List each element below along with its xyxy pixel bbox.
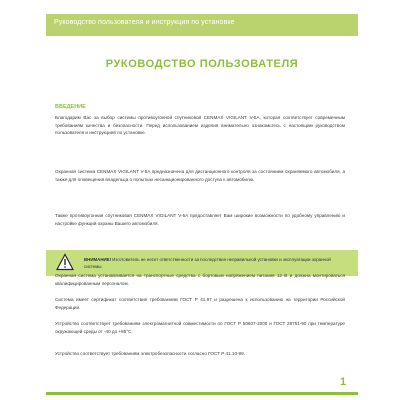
- footer-rule: [46, 392, 358, 395]
- section-heading: ВВЕДЕНИЕ: [55, 104, 86, 110]
- warning-body: Изготовитель не несет ответственности за последствия неправильной установки и эксплуатации охранной системы.: [84, 257, 331, 269]
- warning-text: [84, 256, 346, 270]
- paragraph: Благодарим Вас за выбор системы противоугонной спутниковой CENMAX VIGILANT V-5A, которая соответствует современным требованиям качества и безопасности. Перед использованием изделия внимательно ознакомьтесь с настоящим руководством пользователя и инструкцией по установке.: [55, 115, 345, 136]
- page-number: 1: [340, 376, 347, 388]
- paragraph: Также противоугонная спутниковая CENMAX VIGILANT V-5A предоставляет Вам широкие возможности по удобному управлению и настройке функций охраны Вашего автомобиля.: [55, 213, 345, 226]
- paragraph: Охранная система CENMAX VIGILANT V-5A предназначена для дистанционного контроля за состоянием охраняемого автомобиля, а также для оповещения владельца о попытках несанкционированного доступа к автомобилю.: [55, 169, 345, 182]
- page-title: РУКОВОДСТВО ПОЛЬЗОВАТЕЛЯ: [105, 58, 299, 70]
- paragraph: Устройство соответствует требованиям электробезопасности согласно ГОСТ Р 41.10-99.: [55, 351, 245, 356]
- paragraph: Охранная система устанавливается на транспортные средства с бортовым напряжением питания 12 В и должна монтироваться квалифицированным персоналом.: [55, 273, 345, 286]
- paragraph: Устройство соответствует требованиям электромагнитной совместимости по ГОСТ Р 50607-2000 и ГОСТ 28751-90 при температуре окружающей среды от -40 до +85°С.: [55, 321, 345, 334]
- warning-label: ВНИМАНИЕ!: [84, 257, 112, 262]
- paragraph: Система имеет сертификат соответствия требованиям ГОСТ Р 41.97 и разрешена к использованию на территории Российской Федерации.: [55, 297, 345, 310]
- running-header: Руководство пользователя и инструкция по установке: [54, 19, 235, 26]
- warning-triangle-icon: [56, 253, 74, 271]
